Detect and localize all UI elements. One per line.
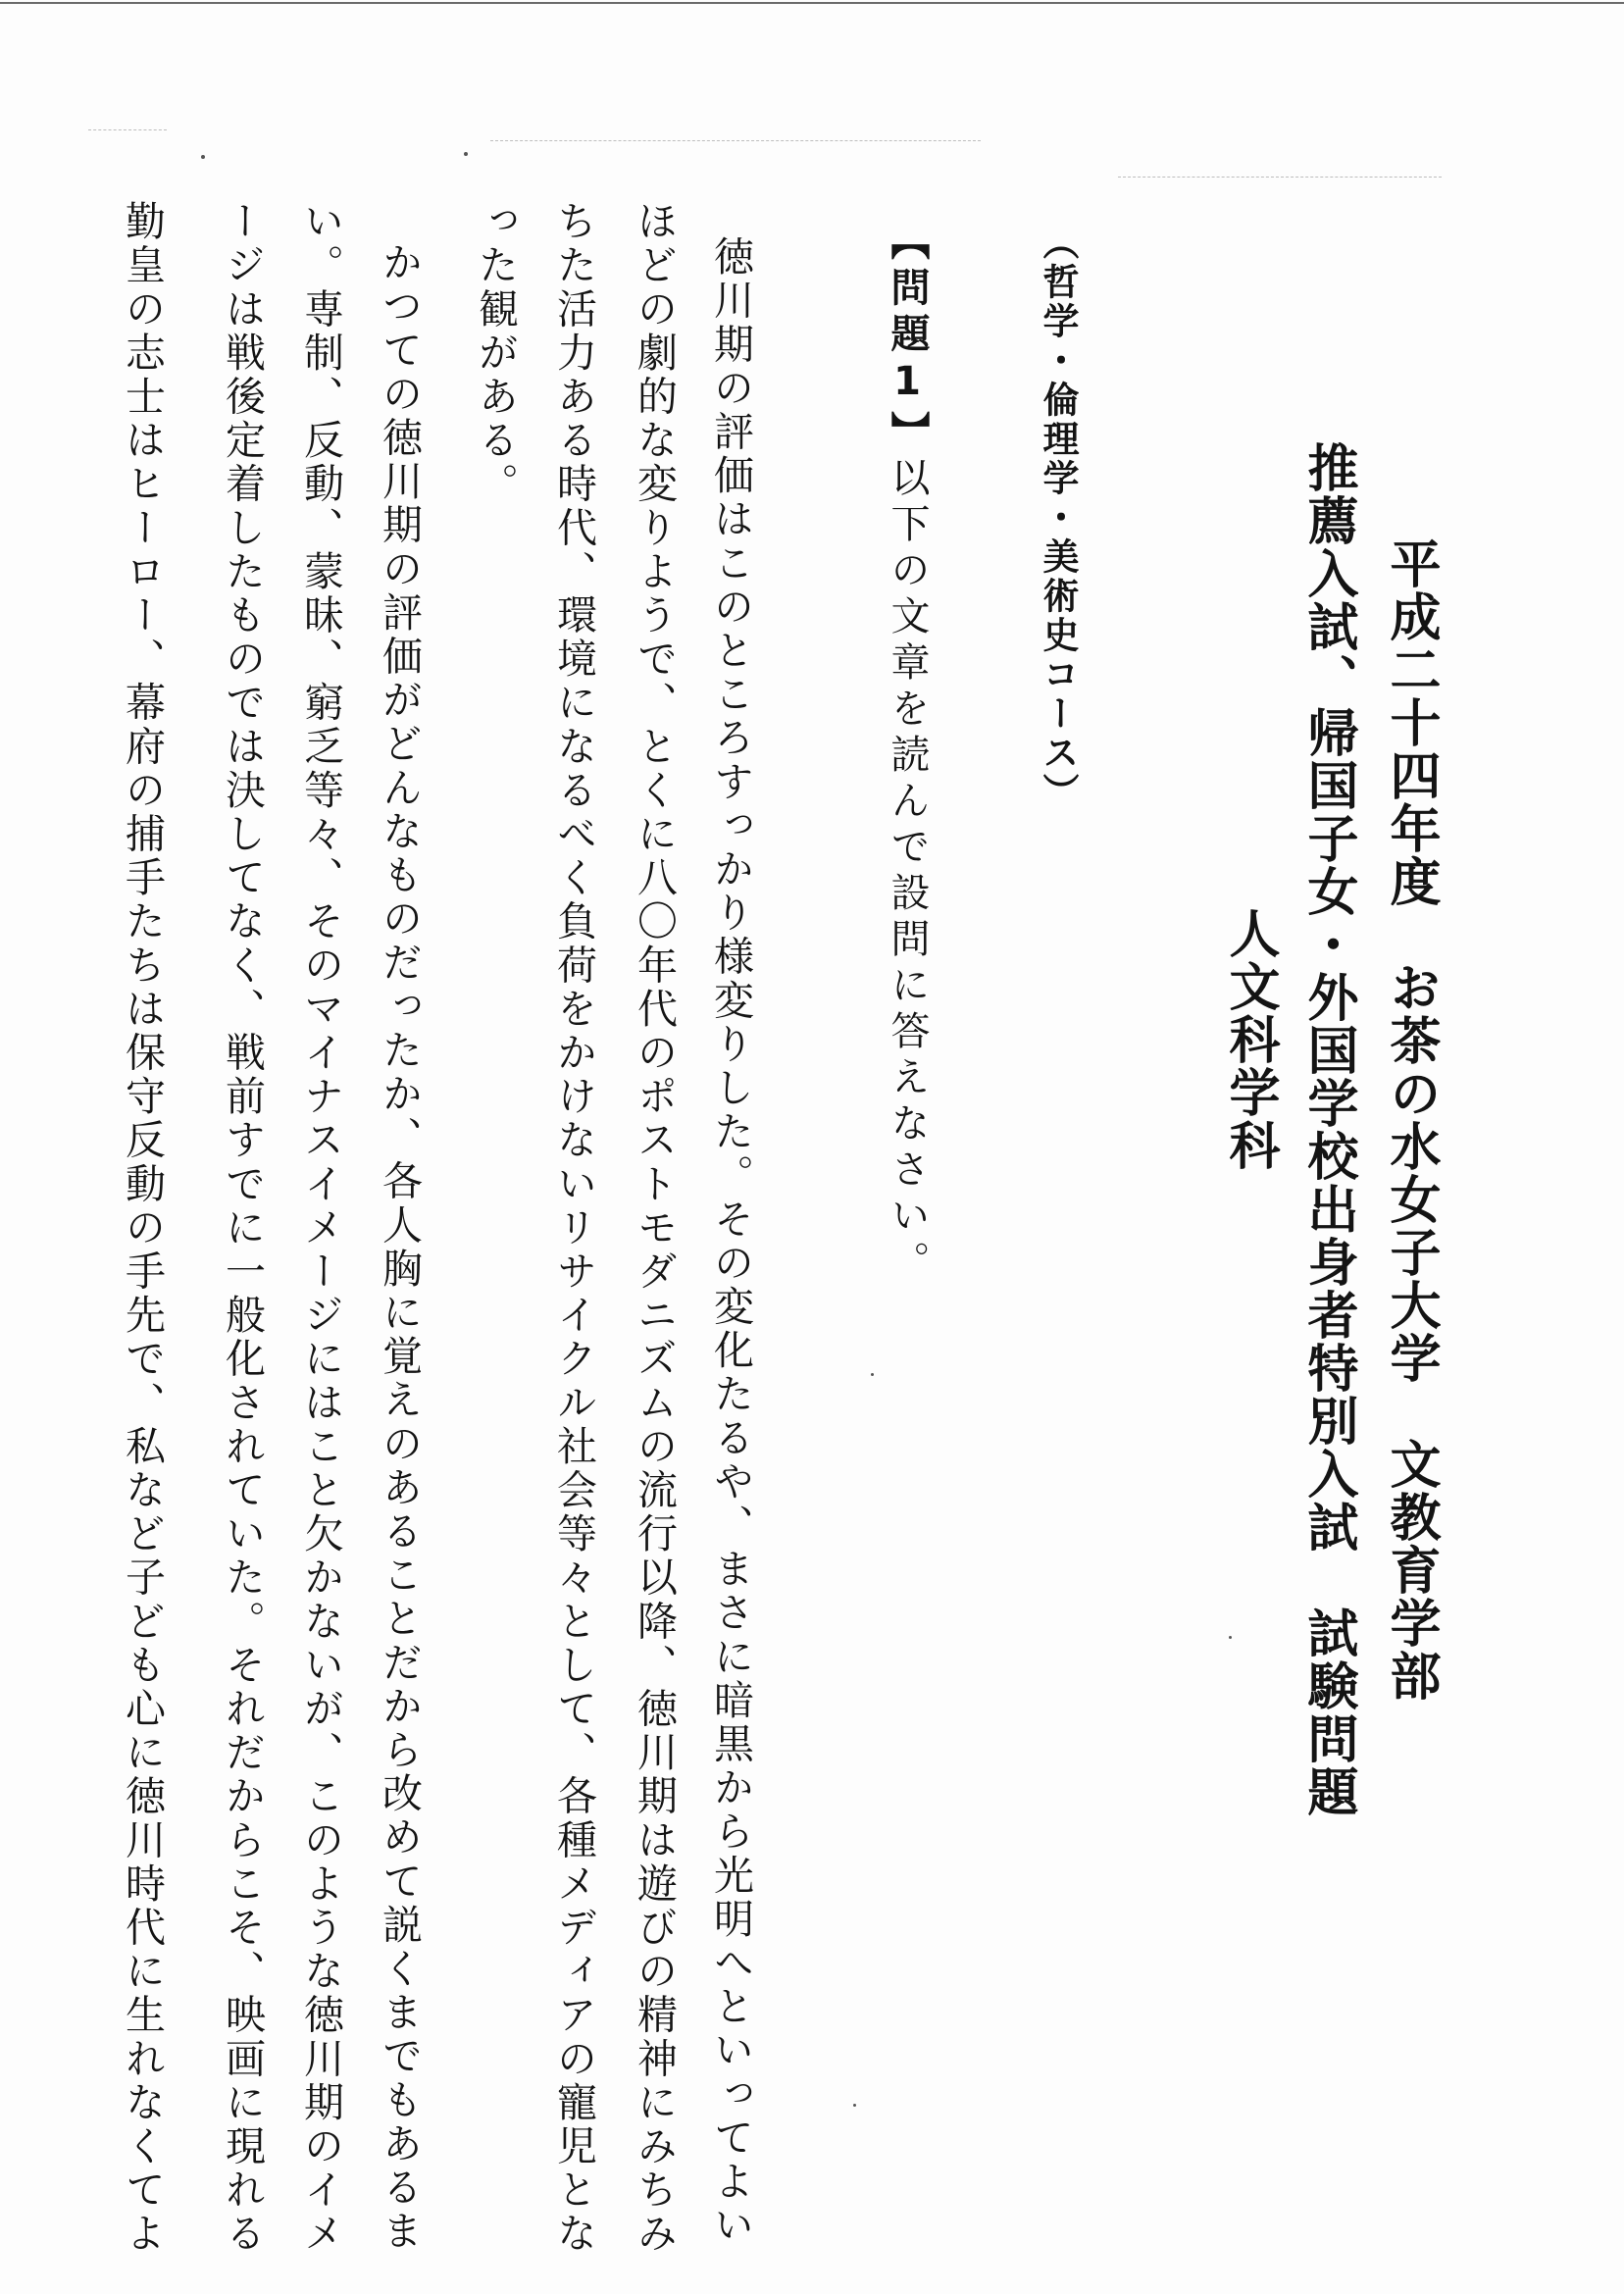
question-instruction: 以下の文章を読んで設問に答えなさい。 [885, 457, 930, 1287]
scan-speck [464, 152, 468, 156]
department-name: 人文科学科 [1220, 907, 1279, 1172]
scan-artifact-line [88, 129, 167, 130]
body-line-4: った観がある。 [472, 200, 519, 507]
scan-speck [871, 1373, 874, 1376]
question-label: 【問題1】 [885, 221, 930, 457]
scan-artifact-line [490, 140, 981, 141]
body-line-7: ージは戦後定着したものでは決してなく、戦前すでに一般化されていた。それだからこそ、映画に現れる [219, 200, 266, 2257]
scan-speck [853, 2104, 856, 2107]
exam-title-line-1: 平成二十四年度 お茶の水女子大学 文教育学部 [1381, 537, 1440, 1703]
body-line-3: ちた活力ある時代、環境になるべく負荷をかけないリサイクル社会等々として、各種メディアの寵児とな [550, 200, 597, 2257]
body-line-1: 徳川期の評価はこのところすっかり様変りした。その変化たるや、まさに暗黒から光明へといってよい [707, 235, 754, 2248]
scan-artifact-line [1118, 177, 1442, 178]
course-name: （哲学・倫理学・美術史コース） [1037, 224, 1079, 812]
body-line-5: かつての徳川期の評価がどんなものだったか、各人胸に覚えのあることだから改めて説くまでもあるま [376, 241, 423, 2254]
body-line-6: い。専制、反動、蒙昧、窮乏等々、そのマイナスイメージにはこと欠かないが、このような徳川期のイメ [297, 200, 344, 2257]
body-line-2: ほどの劇的な変りようで、とくに八〇年代のポストモダニズムの流行以降、徳川期は遊びの精神にみちみ [631, 200, 678, 2257]
scan-top-edge [0, 2, 1624, 4]
exam-title-line-2: 推薦入試、帰国子女・外国学校出身者特別入試 試験問題 [1298, 441, 1357, 1818]
scan-speck [201, 155, 205, 159]
scan-speck [1229, 1636, 1232, 1639]
question-heading [885, 221, 930, 1287]
body-line-8: 勤皇の志士はヒーロー、幕府の捕手たちは保守反動の手先で、私など子ども心に徳川時代に生れなくてよ [119, 200, 166, 2257]
